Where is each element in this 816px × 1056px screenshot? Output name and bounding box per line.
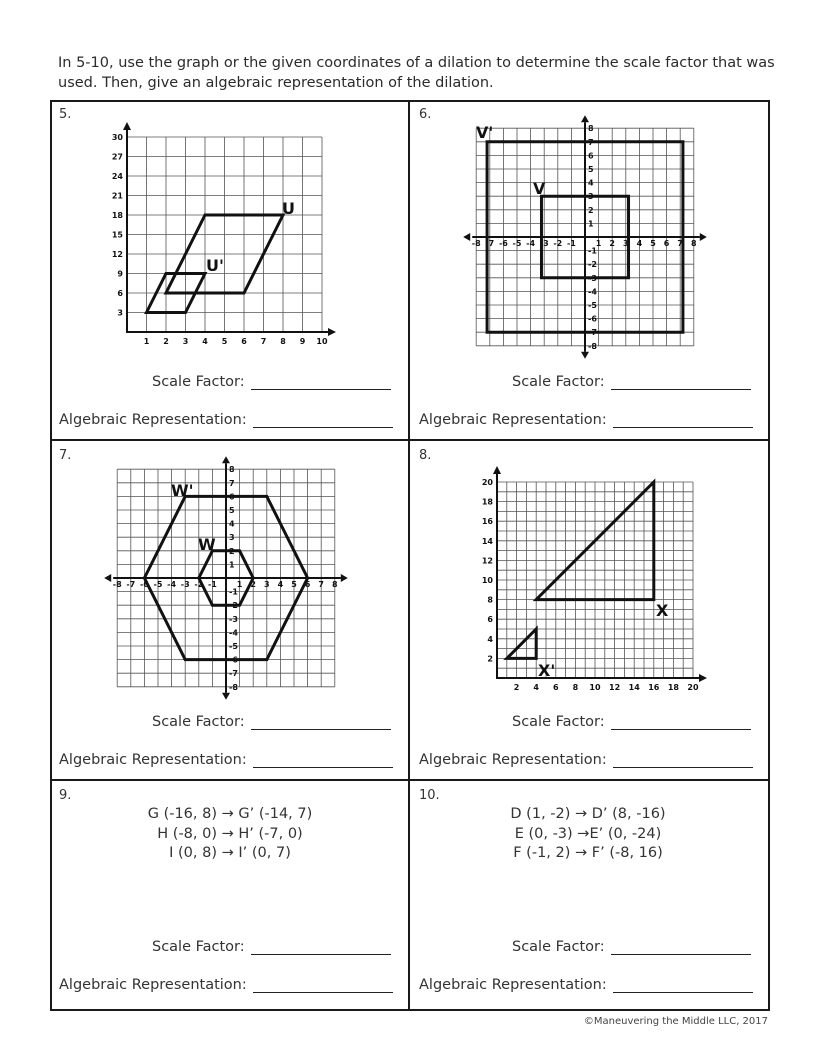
x-tick-label: 14 — [628, 683, 640, 692]
x-tick-label: 6 — [663, 239, 670, 248]
coord-pair: D (1, -2) → D’ (8, -16) — [510, 806, 666, 822]
y-tick-label: 3 — [588, 192, 594, 202]
x-tick-label: 8 — [691, 239, 697, 248]
x-tick-label: 2 — [250, 580, 256, 589]
x-tick-label: 18 — [667, 683, 679, 692]
x-tick-label: 1 — [143, 337, 150, 346]
algebraic-7 — [59, 752, 393, 768]
x-tick-label: -8 — [112, 580, 122, 589]
y-tick-label: 2 — [229, 546, 235, 556]
copyright-footer: ©Maneuvering the Middle LLC, 2017 — [583, 1016, 768, 1027]
x-tick-label: 7 — [677, 239, 683, 248]
y-tick-label: 6 — [588, 151, 594, 161]
x-tick-label: 5 — [291, 580, 297, 589]
y-tick-label: 9 — [117, 269, 123, 279]
problem-6-number: 6. — [419, 107, 432, 122]
algebraic-label: Algebraic Representation: — [59, 977, 247, 993]
y-tick-label: 2 — [487, 654, 493, 664]
y-tick-label: 12 — [481, 556, 493, 566]
algebraic-label: Algebraic Representation: — [59, 752, 247, 768]
algebraic-6 — [419, 412, 753, 428]
y-tick-label: 18 — [111, 211, 123, 220]
y-tick-label: 18 — [481, 497, 493, 507]
problem-10-coordinates — [488, 805, 688, 864]
x-tick-label: -1 — [207, 580, 217, 589]
y-tick-label: 1 — [588, 219, 594, 229]
y-tick-label: 24 — [111, 172, 123, 181]
y-tick-label: -8 — [588, 341, 597, 351]
x-tick-label: -4 — [526, 239, 536, 248]
y-tick-label: 30 — [111, 133, 123, 142]
x-tick-label: 2 — [163, 337, 169, 346]
problem-10-number: 10. — [419, 788, 440, 803]
y-tick-label: 4 — [229, 519, 235, 529]
scale-factor-label: Scale Factor: — [512, 374, 605, 390]
scale-factor-label: Scale Factor: — [152, 939, 245, 955]
y-tick-label: 7 — [588, 137, 594, 147]
y-tick-label: 6 — [117, 289, 123, 298]
y-tick-label: -5 — [588, 301, 597, 310]
y-tick-label: -8 — [229, 682, 238, 692]
x-tick-label: 1 — [595, 239, 602, 248]
x-tick-label: -3 — [539, 239, 549, 248]
problem-9-coordinates — [130, 805, 330, 864]
algebraic-answer-10[interactable] — [613, 978, 753, 993]
y-tick-label: 4 — [487, 634, 493, 644]
scale-factor-label: Scale Factor: — [152, 374, 245, 390]
x-tick-label: 4 — [277, 580, 284, 589]
label-u-prime: U' — [206, 256, 224, 275]
label-x: X — [656, 601, 669, 620]
x-tick-label: -1 — [566, 239, 576, 248]
scale-factor-answer-6[interactable] — [611, 375, 751, 390]
y-tick-label: 8 — [588, 124, 594, 134]
label-w-prime: W' — [171, 481, 194, 500]
x-tick-label: 1 — [236, 580, 243, 589]
coord-pair: I (0, 8) → I’ (0, 7) — [169, 845, 291, 861]
algebraic-answer-9[interactable] — [253, 978, 393, 993]
algebraic-5 — [59, 412, 393, 428]
x-tick-label: 7 — [260, 337, 267, 346]
x-tick-label: -5 — [153, 580, 163, 589]
y-tick-label: -7 — [229, 669, 238, 679]
x-tick-label: -2 — [553, 239, 563, 248]
figure-x-prime — [507, 629, 536, 658]
scale-factor-label: Scale Factor: — [512, 939, 605, 955]
y-tick-label: -2 — [588, 260, 597, 270]
y-tick-label: 8 — [487, 595, 493, 605]
x-tick-label: -3 — [180, 580, 190, 589]
scale-factor-answer-10[interactable] — [611, 940, 751, 955]
algebraic-label: Algebraic Representation: — [59, 412, 247, 428]
scale-factor-9 — [152, 939, 391, 955]
algebraic-8 — [419, 752, 753, 768]
scale-factor-5 — [152, 374, 391, 390]
algebraic-label: Algebraic Representation: — [419, 752, 607, 768]
algebraic-label: Algebraic Representation: — [419, 977, 607, 993]
x-tick-label: 10 — [316, 337, 328, 346]
y-tick-label: -4 — [229, 628, 238, 638]
x-tick-label: 8 — [332, 580, 338, 589]
scale-factor-answer-7[interactable] — [251, 715, 391, 730]
algebraic-answer-5[interactable] — [253, 413, 393, 428]
x-tick-label: 6 — [304, 580, 311, 589]
problem-5-number: 5. — [59, 107, 72, 122]
y-tick-label: 15 — [111, 230, 123, 240]
x-tick-label: 4 — [202, 337, 208, 346]
x-tick-label: 3 — [182, 337, 189, 346]
x-tick-label: 2 — [609, 239, 615, 248]
algebraic-10 — [419, 977, 753, 993]
y-tick-label: 4 — [588, 178, 594, 188]
x-tick-label: -5 — [512, 239, 522, 248]
label-u: U — [282, 199, 295, 218]
x-tick-label: 2 — [513, 683, 520, 692]
y-tick-label: 6 — [487, 615, 493, 625]
y-tick-label: 20 — [481, 478, 493, 487]
y-tick-label: 2 — [588, 205, 594, 215]
scale-factor-10 — [512, 939, 751, 955]
x-tick-label: -2 — [194, 580, 204, 589]
y-tick-label: -2 — [229, 601, 238, 611]
label-w: W — [198, 535, 216, 554]
x-tick-label: 9 — [299, 337, 306, 346]
y-tick-label: 14 — [481, 536, 493, 546]
x-tick-label: 6 — [553, 683, 559, 692]
y-tick-label: -5 — [229, 642, 238, 651]
y-tick-label: 12 — [111, 250, 123, 259]
x-tick-label: 8 — [572, 683, 579, 692]
axes — [497, 472, 701, 678]
algebraic-answer-7[interactable] — [253, 753, 393, 768]
axis-arrows — [493, 466, 707, 682]
x-tick-label: 6 — [241, 337, 247, 346]
x-tick-label: 12 — [609, 683, 621, 692]
y-tick-label: 6 — [229, 492, 235, 502]
x-tick-label: -8 — [471, 239, 481, 248]
y-tick-label: -3 — [588, 273, 597, 283]
coord-pair: E (0, -3) →E’ (0, -24) — [514, 825, 662, 842]
scale-factor-7 — [152, 714, 391, 730]
x-tick-label: 8 — [280, 337, 286, 346]
problem-9-number: 9. — [59, 788, 72, 803]
x-tick-label: 7 — [318, 580, 324, 589]
x-tick-label: 16 — [648, 683, 660, 692]
algebraic-answer-6[interactable] — [613, 413, 753, 428]
algebraic-9 — [59, 977, 393, 993]
instructions: In 5-10, use the graph or the given coordinates of a dilation to determine the scale factor that was used. Then, give an algebraic representation of the dilation. — [58, 55, 775, 91]
scale-factor-label: Scale Factor: — [512, 714, 605, 730]
coord-pair: G (-16, 8) → G’ (-14, 7) — [147, 806, 313, 822]
y-tick-label: 16 — [481, 517, 493, 527]
x-tick-label: -7 — [126, 580, 136, 589]
problem-7-number: 7. — [59, 448, 72, 463]
scale-factor-answer-8[interactable] — [611, 715, 751, 730]
scale-factor-8 — [512, 714, 751, 730]
label-x-prime: X' — [538, 661, 556, 680]
x-tick-label: -7 — [485, 239, 495, 248]
coord-pair: H (-8, 0) → H’ (-7, 0) — [157, 825, 303, 842]
label-v: V — [533, 179, 546, 198]
y-tick-label: 7 — [229, 478, 235, 488]
y-tick-label: 8 — [229, 465, 235, 475]
y-tick-label: 1 — [229, 560, 235, 570]
x-tick-label: -6 — [498, 239, 508, 248]
problem-8-number: 8. — [419, 448, 432, 463]
y-tick-label: -3 — [229, 614, 238, 624]
y-tick-label: 21 — [111, 191, 123, 201]
x-tick-label: -6 — [139, 580, 149, 589]
y-tick-label: 5 — [229, 506, 235, 515]
y-tick-label: -4 — [588, 287, 597, 297]
y-tick-label: -6 — [229, 655, 238, 665]
x-tick-label: 5 — [650, 239, 656, 248]
y-tick-label: 3 — [229, 533, 235, 543]
x-tick-label: 3 — [264, 580, 270, 589]
y-tick-label: -6 — [588, 314, 597, 324]
x-tick-label: 4 — [636, 239, 643, 248]
scale-factor-answer-5[interactable] — [251, 375, 391, 390]
grid-lines — [497, 482, 693, 678]
y-tick-label: 27 — [111, 152, 123, 162]
y-tick-label: -7 — [588, 328, 597, 338]
scale-factor-6 — [512, 374, 751, 390]
x-tick-label: 20 — [687, 683, 699, 692]
y-tick-label: 3 — [117, 308, 123, 318]
label-v-prime: V' — [476, 123, 494, 142]
scale-factor-answer-9[interactable] — [251, 940, 391, 955]
x-tick-label: 10 — [589, 683, 601, 692]
algebraic-label: Algebraic Representation: — [419, 412, 607, 428]
algebraic-answer-8[interactable] — [613, 753, 753, 768]
y-tick-label: 5 — [588, 165, 594, 174]
coord-pair: F (-1, 2) → F’ (-8, 16) — [513, 845, 663, 861]
x-tick-label: 3 — [623, 239, 629, 248]
y-tick-label: -1 — [588, 246, 597, 256]
scale-factor-label: Scale Factor: — [152, 714, 245, 730]
x-tick-label: -4 — [167, 580, 177, 589]
x-tick-label: 5 — [221, 337, 228, 346]
x-tick-label: 4 — [533, 683, 539, 692]
y-tick-label: -1 — [229, 587, 238, 597]
y-tick-label: 10 — [481, 576, 493, 585]
